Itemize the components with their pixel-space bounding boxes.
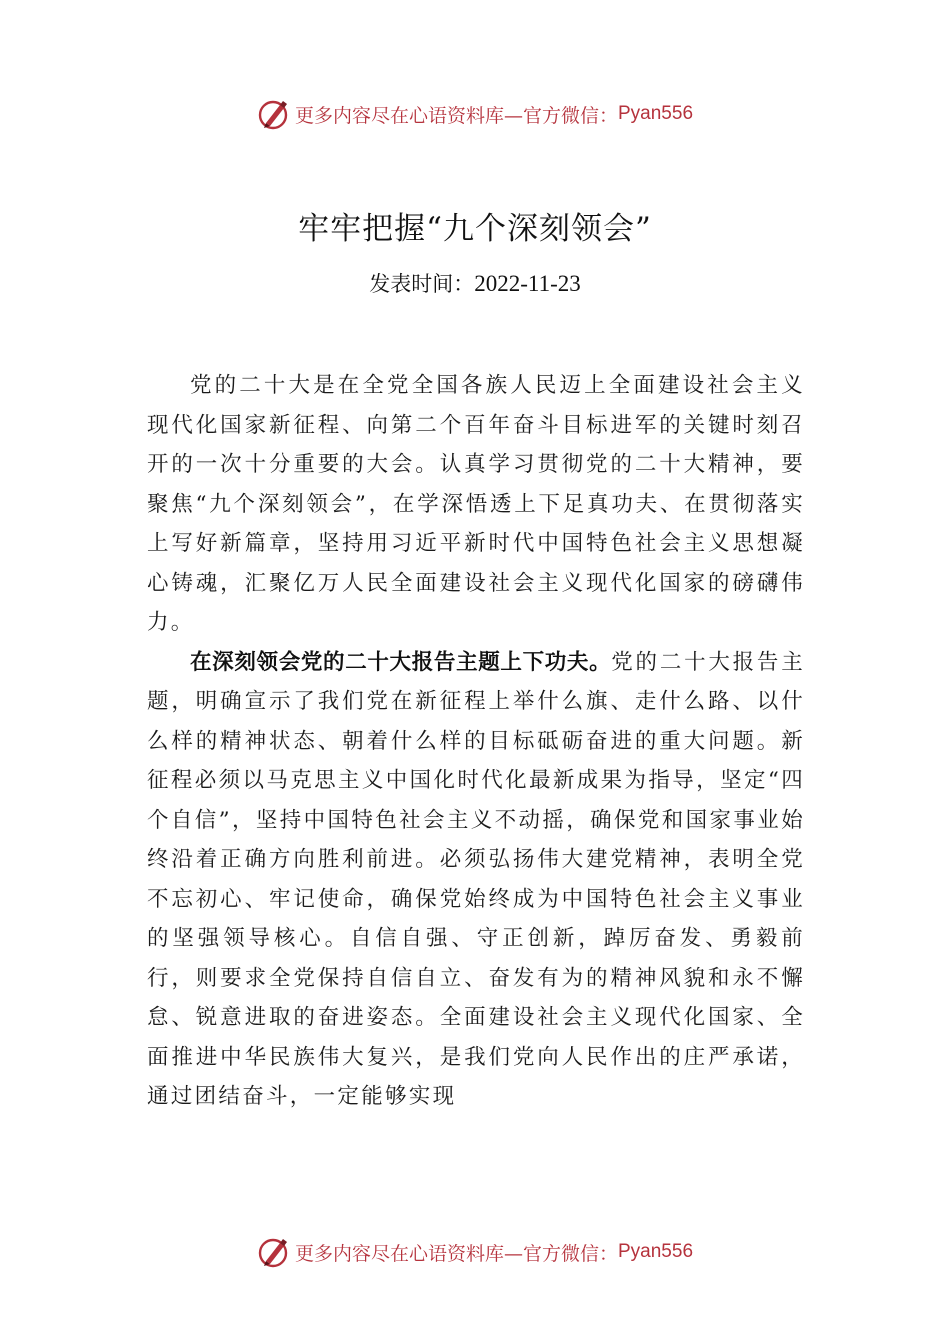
watermark-promo-text: 更多内容尽在心语资料库—官方微信： <box>294 1242 618 1265</box>
paragraph-text: 党的二十大是在全党全国各族人民迈上全面建设社会主义现代化国家新征程、向第二个百年奋斗目标进军的关键时刻召开的一次十分重要的大会。认真学习贯彻党的二十大精神，要聚焦“九个深刻领会”，在学深悟透上下足真功夫、在贯彻落实上写好新篇章，坚持用习近平新时代中国特色社会主义思想凝心铸魂，汇聚亿万人民全面建设社会主义现代化国家的磅礴伟力。 <box>147 373 805 635</box>
watermark-banner-top <box>0 94 950 134</box>
article-body <box>147 366 805 1117</box>
paragraph <box>147 366 805 643</box>
watermark-banner-bottom <box>0 1232 950 1272</box>
watermark-wechat-id: Pyan556 <box>618 1241 694 1262</box>
paragraph-text: 党的二十大报告主题，明确宣示了我们党在新征程上举什么旗、走什么路、以什么样的精神状态、朝着什么样的目标砥砺奋进的重大问题。新征程必须以马克思主义中国化时代化最新成果为指导，坚定“四个自信”，坚持中国特色社会主义不动摇，确保党和国家事业始终沿着正确方向胜利前进。必须弘扬伟大建党精神，表明全党不忘初心、牢记使命，确保党始终成为中国特色社会主义事业的坚强领导核心。自信自强、守正创新，踔厉奋发、勇毅前行，则要求全党保持自信自立、奋发有为的精神风貌和永不懈怠、锐意进取的奋进姿态。全面建设社会主义现代化国家、全面推进中华民族伟大复兴，是我们党向人民作出的庄严承诺，通过团结奋斗，一定能够实现 <box>147 649 805 1109</box>
watermark-promo-text: 更多内容尽在心语资料库—官方微信： <box>294 104 618 127</box>
pen-logo-icon <box>257 97 291 131</box>
publish-date <box>0 268 950 298</box>
publish-date-label: 发表时间： <box>369 272 475 296</box>
publish-date-value: 2022-11-23 <box>474 271 581 296</box>
paragraph <box>147 643 805 1117</box>
pen-logo-icon <box>257 1235 291 1269</box>
watermark-wechat-id: Pyan556 <box>618 103 694 124</box>
paragraph-lead-heading: 在深刻领会党的二十大报告主题上下功夫。 <box>190 649 612 675</box>
article-title: 牢牢把握“九个深刻领会” <box>298 211 652 247</box>
